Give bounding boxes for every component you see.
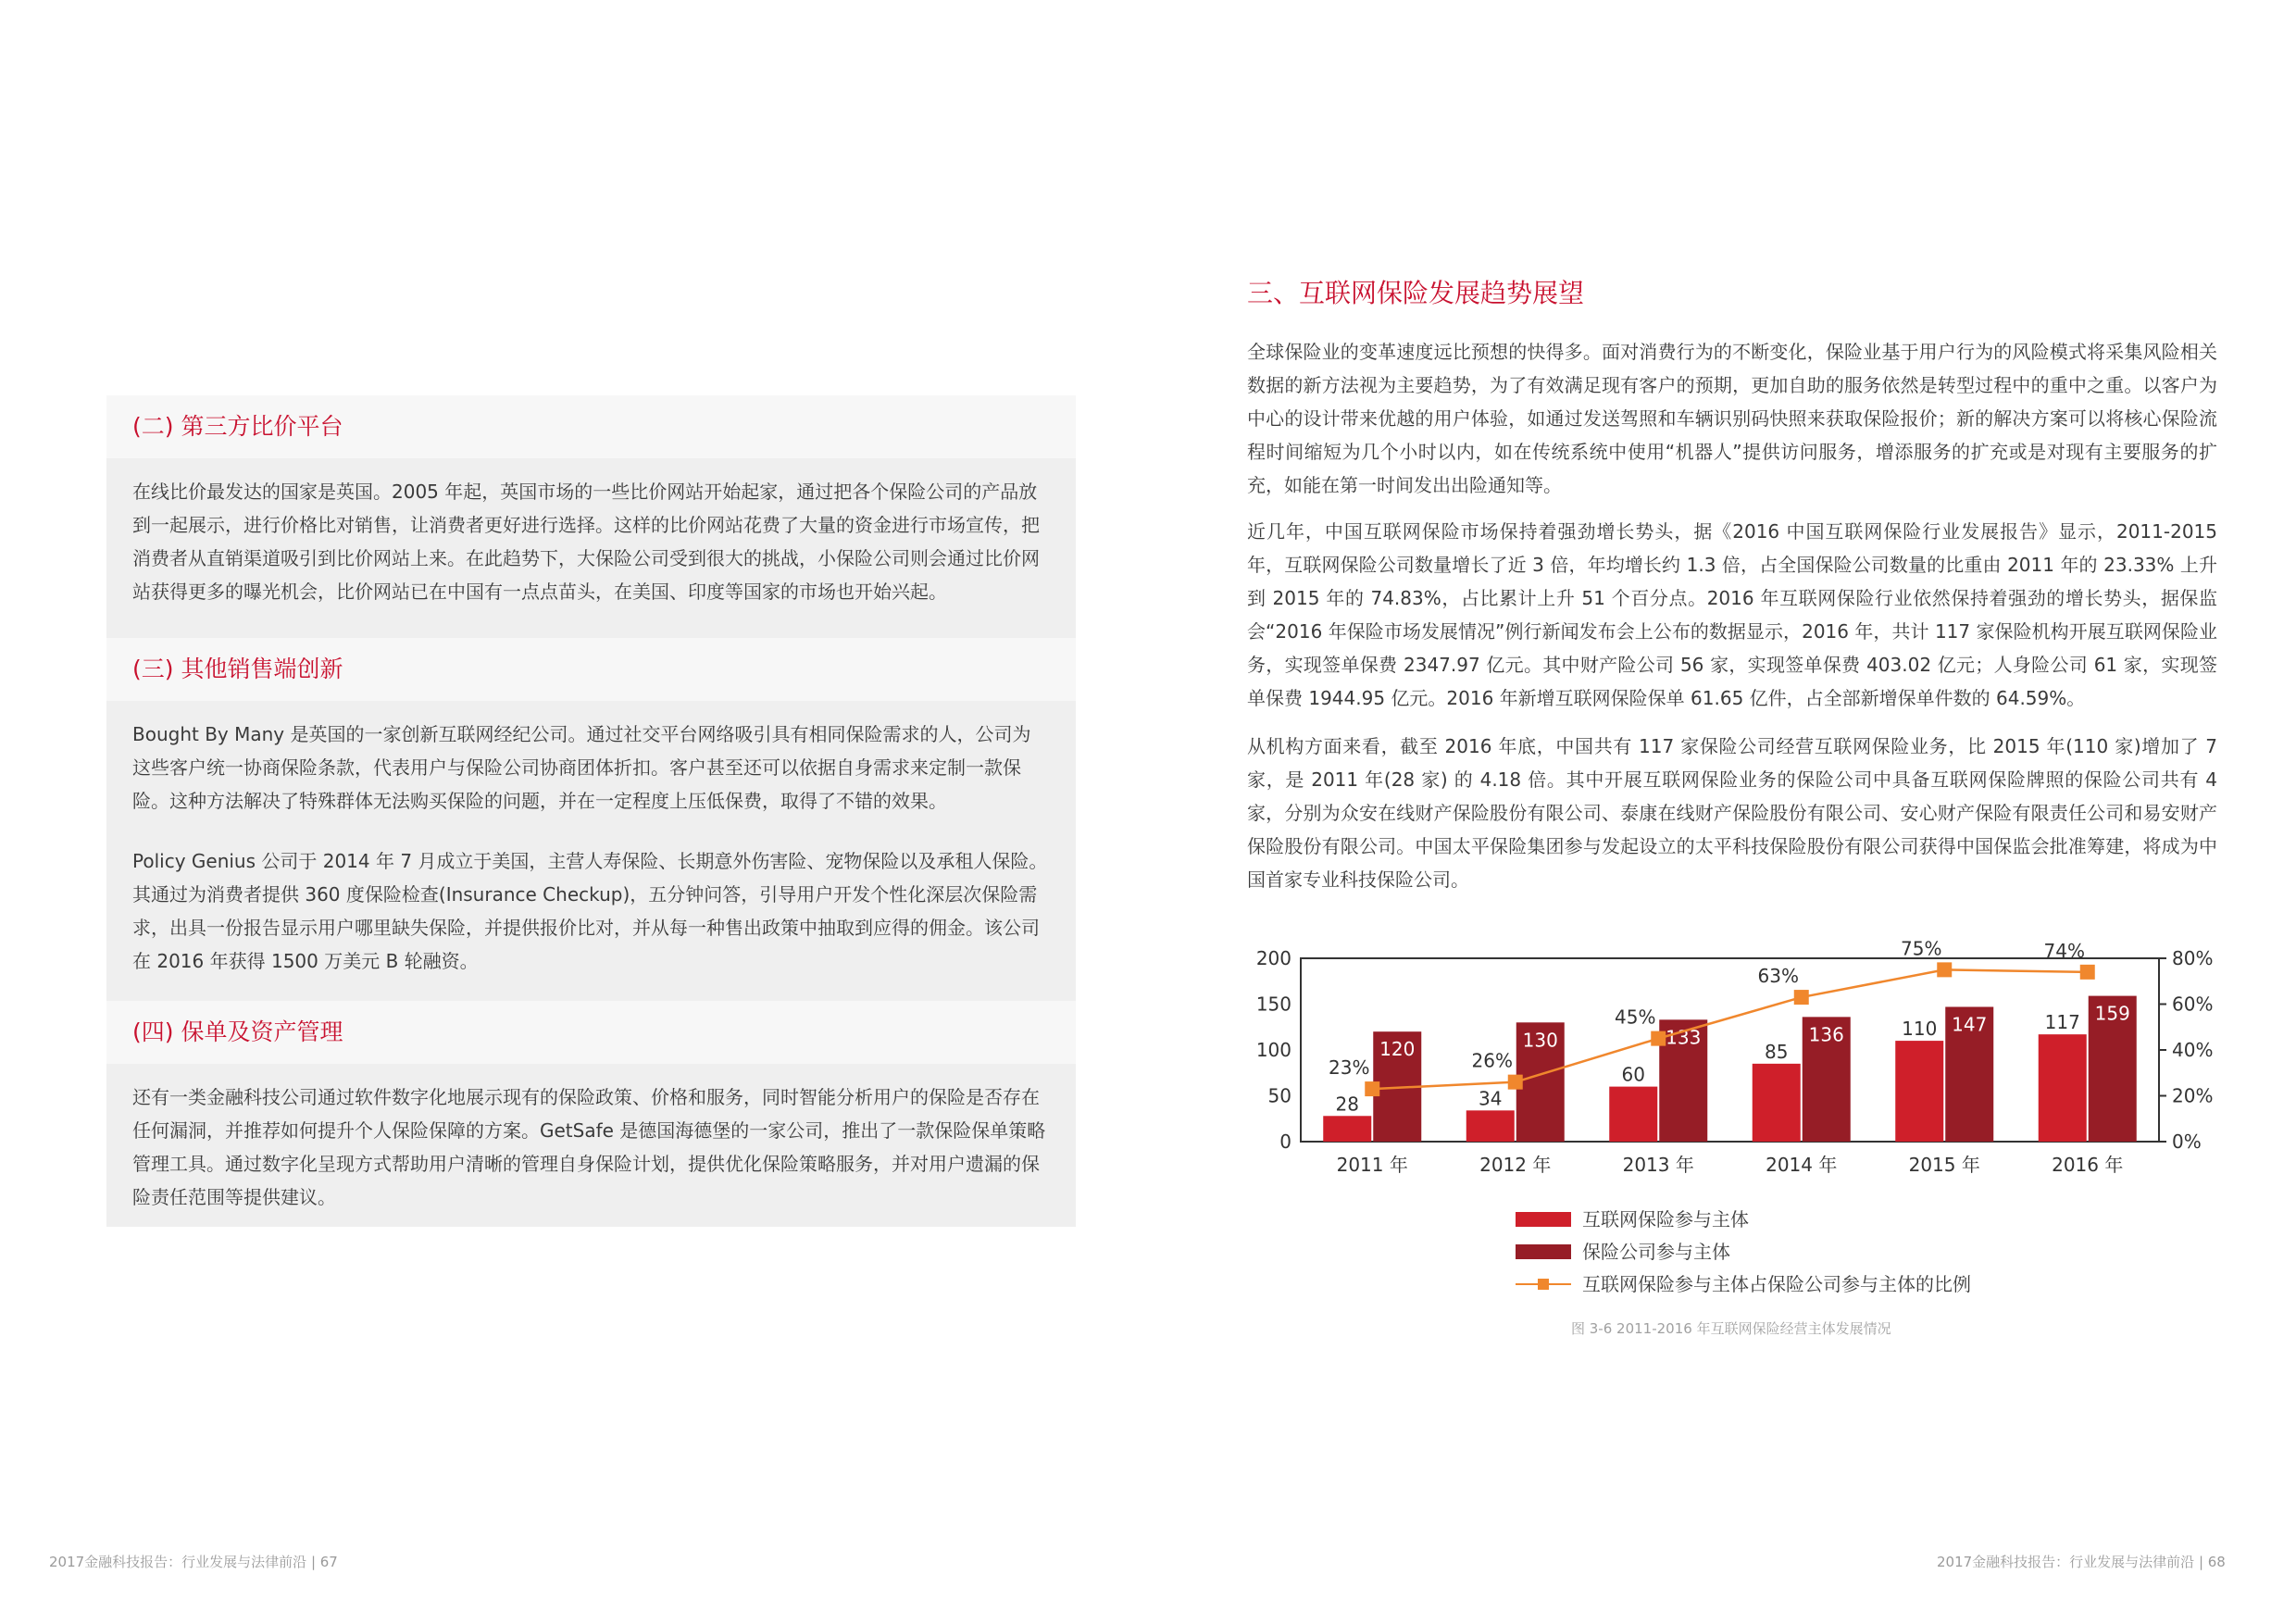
data-label-companies: 120 bbox=[1379, 1038, 1416, 1061]
data-label-companies: 147 bbox=[1952, 1013, 1988, 1036]
data-label-companies: 133 bbox=[1666, 1026, 1702, 1049]
ratio-marker bbox=[1794, 990, 1809, 1005]
data-label-internet: 117 bbox=[2044, 1011, 2080, 1034]
body-paragraph: 全球保险业的变革速度远比预想的快得多。面对消费行为的不断变化，保险业基于用户行为的风险模式将采集风险相关数据的新方法视为主要趋势，为了有效满足现有客户的预期，更加自助的服务依然是转型过程中的重中之重。以客户为中心的设计带来优越的用户体验，如通过发送驾照和车辆识别码快照来获取保险报价；新的解决方案可以将核心保险流程时间缩短为几个小时以内，如在传统系统中使用“机器人”提供访问服务，增添服务的扩充或是对现有主要服务的扩充，如能在第一时间发出出险通知等。 bbox=[1247, 341, 2217, 496]
page-footer-left: 2017金融科技报告：行业发展与法律前沿 | 67 bbox=[49, 1554, 338, 1570]
legend-label: 互联网保险参与主体 bbox=[1582, 1208, 1749, 1230]
x-tick-label: 2011 年 bbox=[1336, 1154, 1408, 1176]
section-paragraph: Bought By Many 是英国的一家创新互联网经纪公司。通过社交平台网络吸引具有相同保险需求的人，公司为这些客户统一协商保险条款，代表用户与保险公司协商团体折扣。客户甚至还可以依据自身需求来定制一款保险。这种方法解决了特殊群体无法购买保险的问题，并在一定程度上压低保费，取得了不错的效果。 bbox=[132, 723, 1031, 812]
data-label-internet: 34 bbox=[1479, 1087, 1503, 1110]
x-tick-label: 2014 年 bbox=[1766, 1154, 1838, 1176]
body-paragraph: 近几年，中国互联网保险市场保持着强劲增长势头，据《2016 中国互联网保险行业发展报告》显示，2011-2015 年，互联网保险公司数量增长了近 3 倍，年均增长约 1.3 倍，占全国保险公司数量的比重由 2011 年的 23.33% 上升到 2015 年的 74.83%，占比累计上升 51 个百分点。2016 年互联网保险行业依然保持着强劲的增长势头，据保监会“2016 年保险市场发展情况”例行新闻发布会上公布的数据显示，2016 年，共计 117 家保险机构开展互联网保险业务，实现签单保费 2347.97 亿元。其中财产险公司 56 家，实现签单保费 403.02 亿元；人身险公司 61 家，实现签单保费 1944.95 亿元。2016 年新增互联网保险保单 61.65 亿件，占全部新增保单件数的 64.59%。 bbox=[1247, 520, 2217, 709]
section-header bbox=[106, 1001, 1076, 1064]
data-label-internet: 110 bbox=[1902, 1018, 1938, 1041]
data-label-internet: 28 bbox=[1335, 1093, 1359, 1116]
data-label-companies: 130 bbox=[1522, 1029, 1558, 1052]
section-header bbox=[106, 638, 1076, 701]
section-title: (四) 保单及资产管理 bbox=[132, 1018, 343, 1045]
ratio-label: 26% bbox=[1471, 1049, 1513, 1072]
data-label-internet: 60 bbox=[1621, 1063, 1645, 1086]
y-tick-label: 150 bbox=[1255, 993, 1292, 1016]
y2-tick-label: 0% bbox=[2172, 1131, 2202, 1153]
y2-tick-label: 60% bbox=[2172, 993, 2214, 1016]
y2-tick-label: 40% bbox=[2172, 1039, 2214, 1061]
legend-marker bbox=[1538, 1279, 1549, 1290]
legend-label: 保险公司参与主体 bbox=[1582, 1241, 1730, 1263]
y-tick-label: 0 bbox=[1279, 1131, 1292, 1153]
ratio-label: 63% bbox=[1757, 965, 1799, 988]
page-title: 三、互联网保险发展趋势展望 bbox=[1247, 278, 1585, 308]
page-footer-right: 2017金融科技报告：行业发展与法律前沿 | 68 bbox=[1937, 1554, 2226, 1570]
ratio-marker bbox=[1651, 1031, 1666, 1046]
data-label-companies: 159 bbox=[2094, 1002, 2130, 1025]
ratio-marker bbox=[1508, 1075, 1523, 1090]
figure-caption: 图 3-6 2011-2016 年互联网保险经营主体发展情况 bbox=[1571, 1320, 1891, 1337]
bar-internet bbox=[2039, 1034, 2087, 1142]
x-tick-label: 2013 年 bbox=[1622, 1154, 1694, 1176]
plot-frame bbox=[1301, 958, 2159, 1142]
ratio-marker bbox=[1937, 962, 1952, 977]
legend-swatch bbox=[1516, 1212, 1571, 1227]
section-paragraph: 在线比价最发达的国家是英国。2005 年起，英国市场的一些比价网站开始起家，通过把各个保险公司的产品放到一起展示，进行价格比对销售，让消费者更好进行选择。这样的比价网站花费了大量的资金进行市场宣传，把消费者从直销渠道吸引到比价网站上来。在此趋势下，大保险公司受到很大的挑战，小保险公司则会通过比价网站获得更多的曝光机会，比价网站已在中国有一点点苗头，在美国、印度等国家的市场也开始兴起。 bbox=[132, 481, 1040, 603]
legend-swatch bbox=[1516, 1244, 1571, 1259]
ratio-label: 45% bbox=[1615, 1006, 1656, 1029]
bar-line-chart bbox=[1241, 931, 2214, 1194]
bar-internet bbox=[1753, 1064, 1801, 1142]
section-title: (二) 第三方比价平台 bbox=[132, 413, 343, 440]
y2-tick-label: 80% bbox=[2172, 947, 2214, 969]
y-tick-label: 100 bbox=[1255, 1039, 1292, 1061]
x-tick-label: 2016 年 bbox=[2052, 1154, 2124, 1176]
ratio-label: 23% bbox=[1329, 1056, 1370, 1080]
bar-internet bbox=[1609, 1087, 1657, 1142]
y-tick-label: 50 bbox=[1267, 1084, 1292, 1107]
x-tick-label: 2015 年 bbox=[1908, 1154, 1980, 1176]
section-header bbox=[106, 395, 1076, 458]
ratio-marker bbox=[2080, 965, 2095, 980]
y-tick-label: 200 bbox=[1255, 947, 1292, 969]
data-label-companies: 136 bbox=[1808, 1023, 1844, 1046]
ratio-marker bbox=[1365, 1081, 1379, 1096]
section-title: (三) 其他销售端创新 bbox=[132, 656, 343, 682]
body-paragraph: 从机构方面来看，截至 2016 年底，中国共有 117 家保险公司经营互联网保险业务，比 2015 年(110 家)增加了 7 家，是 2011 年(28 家) 的 4.18 倍。其中开展互联网保险业务的保险公司中具备互联网保险牌照的保险公司共有 4 家，分别为众安在线财产保险股份有限公司、泰康在线财产保险股份有限公司、安心财产保险有限责任公司和易安财产保险股份有限公司。中国太平保险集团参与发起设立的太平科技保险股份有限公司获得中国保监会批准筹建，将成为中国首家专业科技保险公司。 bbox=[1247, 735, 2217, 891]
bar-internet bbox=[1323, 1116, 1371, 1142]
ratio-label: 75% bbox=[1901, 937, 1942, 960]
bar-internet bbox=[1895, 1041, 1943, 1142]
data-label-internet: 85 bbox=[1765, 1040, 1789, 1063]
section-paragraph: 还有一类金融科技公司通过软件数字化地展示现有的保险政策、价格和服务，同时智能分析用户的保险是否存在任何漏洞，并推荐如何提升个人保险保障的方案。GetSafe 是德国海德堡的一家公司，推出了一款保险保单策略管理工具。通过数字化呈现方式帮助用户清晰的管理自身保险计划，提供优化保险策略服务，并对用户遗漏的保险责任范围等提供建议。 bbox=[132, 1086, 1046, 1208]
bar-internet bbox=[1466, 1110, 1515, 1142]
ratio-label: 74% bbox=[2043, 939, 2085, 962]
left-content-panel bbox=[106, 395, 1076, 1227]
x-tick-label: 2012 年 bbox=[1479, 1154, 1552, 1176]
y2-tick-label: 20% bbox=[2172, 1084, 2214, 1107]
section-paragraph: Policy Genius 公司于 2014 年 7 月成立于美国，主营人寿保险、长期意外伤害险、宠物保险以及承租人保险。其通过为消费者提供 360 度保险检查(Insurance Checkup)，五分钟问答，引导用户开发个性化深层次保险需求，出具一份报告显示用户哪里缺失保险，并提供报价比对，并从每一种售出政策中抽取到应得的佣金。该公司在 2016 年获得 1500 万美元 B 轮融资。 bbox=[132, 850, 1048, 972]
legend-label: 互联网保险参与主体占保险公司参与主体的比例 bbox=[1582, 1273, 1971, 1295]
